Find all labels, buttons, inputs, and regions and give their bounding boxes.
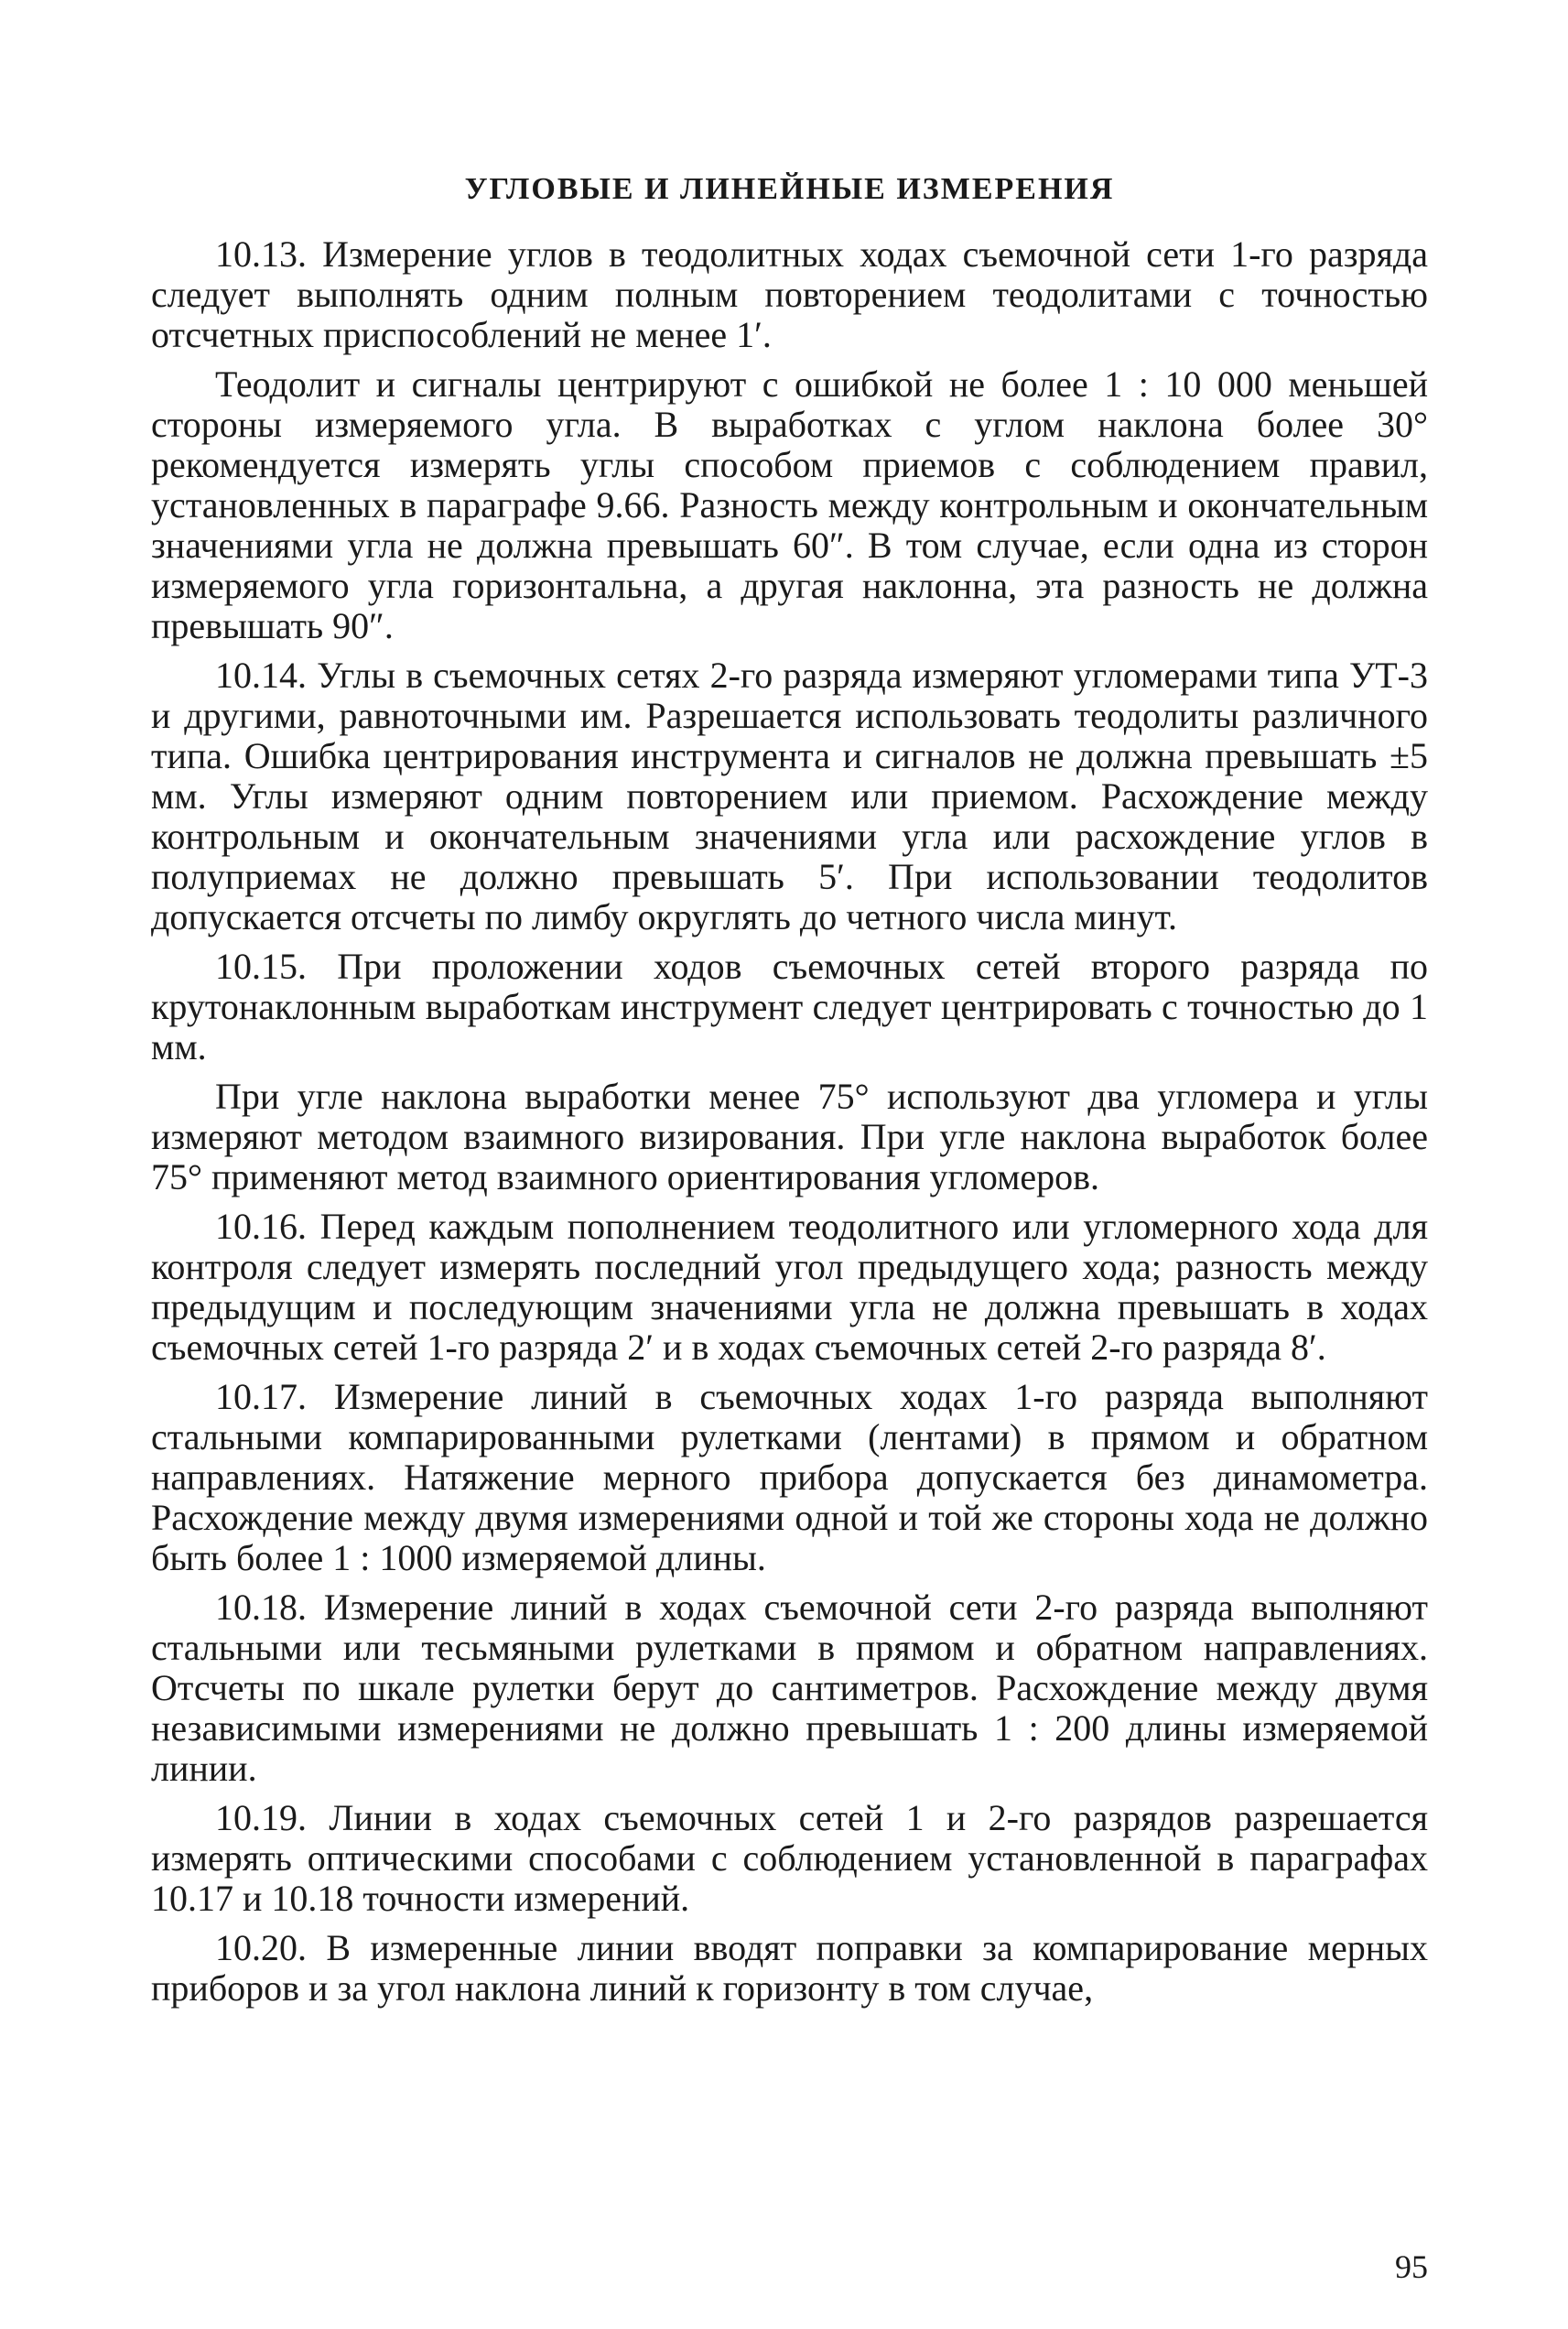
body-text <box>151 234 1428 2018</box>
paragraph-10-18: 10.18. Измерение линий в ходах съемочной сети 2-го разряда выполняют стальными или тесьмяными рулетками в прямом и обратном направлениях. Отсчеты по шкале рулетки берут до сантиметров. Расхождение между двумя независимыми измерениями не должно превышать 1 : 200 длины измеряемой линии. <box>151 1587 1428 1789</box>
paragraph-10-17: 10.17. Измерение линий в съемочных ходах 1-го разряда выполняют стальными компарированными рулетками (лентами) в прямом и обратном направлениях. Натяжение мерного прибора допускается без динамометра. Расхождение между двумя измерениями одной и той же стороны хода не должно быть более 1 : 1000 измеряемой длины. <box>151 1376 1428 1578</box>
paragraph-centering: Теодолит и сигналы центрируют с ошибкой не более 1 : 10 000 меньшей стороны измеряемого угла. В выработках с углом наклона более 30° рекомендуется измерять углы способом приемов с соблюдением правил, установленных в параграфе 9.66. Разность между контрольным и окончательным значениями угла не должна превышать 60″. В том случае, если одна из сторон измеряемого угла горизонтальна, а другая наклонна, эта разность не должна превышать 90″. <box>151 363 1428 646</box>
paragraph-10-15: 10.15. При проложении ходов съемочных сетей второго разряда по крутонаклонным выработкам инструмент следует центрировать с точностью до 1 мм. <box>151 946 1428 1067</box>
paragraph-10-13: 10.13. Измерение углов в теодолитных ходах съемочной сети 1-го разряда следует выполнять одним полным повторением теодолитами с точностью отсчетных приспособлений не менее 1′. <box>151 233 1428 355</box>
paragraph-10-20: 10.20. В измеренные линии вводят поправки за компарирование мерных приборов и за угол наклона линий к горизонту в том случае, <box>151 1927 1428 2009</box>
paragraph-10-19: 10.19. Линии в ходах съемочных сетей 1 и 2-го разрядов разрешается измерять оптическими способами с соблюдением установленной в параграфах 10.17 и 10.18 точности измерений. <box>151 1797 1428 1919</box>
page-number: 95 <box>1395 2248 1428 2285</box>
paragraph-inclination: При угле наклона выработки менее 75° используют два угломера и углы измеряют методом взаимного визирования. При угле наклона выработок более 75° применяют метод взаимного ориентирования угломеров. <box>151 1076 1428 1197</box>
paragraph-10-14: 10.14. Углы в съемочных сетях 2-го разряда измеряют угломерами типа УТ-3 и другими, равноточными им. Разрешается использовать теодолиты различного типа. Ошибка центрирования инструмента и сигналов не должна превышать ±5 мм. Углы измеряют одним повторением или приемом. Расхождение между контрольным и окончательным значениями угла или расхождение углов в полуприемах не должно превышать 5′. При использовании теодолитов допускается отсчеты по лимбу округлять до четного числа минут. <box>151 655 1428 937</box>
section-heading: УГЛОВЫЕ И ЛИНЕЙНЫЕ ИЗМЕРЕНИЯ <box>464 172 1115 206</box>
paragraph-10-16: 10.16. Перед каждым пополнением теодолитного или угломерного хода для контроля следует измерять последний угол предыдущего хода; разность между предыдущим и последующим значениями угла не должна превышать в ходах съемочных сетей 1-го разряда 2′ и в ходах съемочных сетей 2-го разряда 8′. <box>151 1206 1428 1368</box>
